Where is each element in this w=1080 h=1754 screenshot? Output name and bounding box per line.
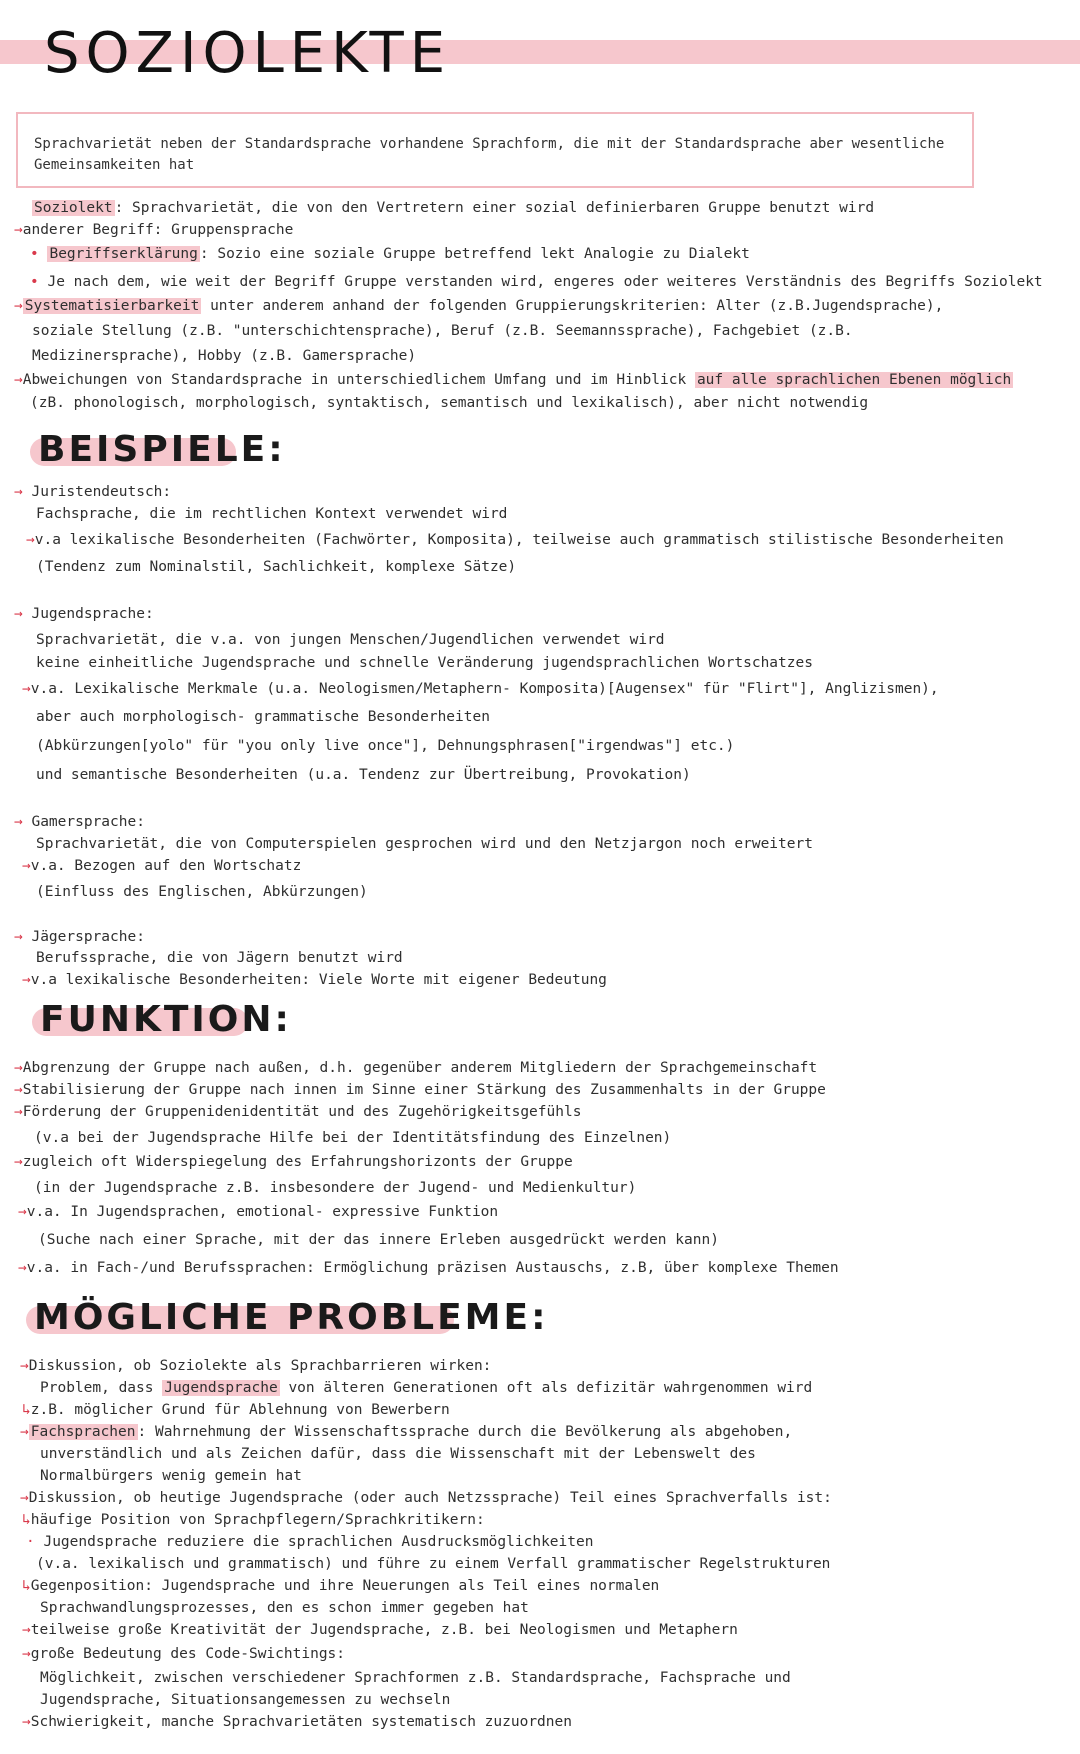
list-item-cont: Jugendsprache, Situationsangemessen zu wechseln — [40, 1692, 451, 1708]
arrow-icon: → — [14, 929, 32, 945]
list-item: →große Bedeutung des Code-Swichtings: — [22, 1646, 346, 1662]
arrow-icon: → — [14, 1082, 23, 1098]
list-item-cont: Normalbürgers wenig gemein hat — [40, 1468, 302, 1484]
arrow-icon: → — [14, 814, 32, 830]
page-title: SOZIOLEKTE — [44, 21, 452, 86]
highlighted-term: Systematisierbarkeit — [24, 298, 200, 314]
list-item-cont: (v.a bei der Jugendsprache Hilfe bei der Identitätsfindung des Einzelnen) — [34, 1130, 672, 1146]
soziolekt-definition: Soziolekt : Sprachvarietät, die von den Vertretern einer sozial definierbaren Gruppe benutzt wird — [34, 200, 875, 216]
example-line: Sprachvarietät, die von Computerspielen gesprochen wird und den Netzjargon noch erweitert — [36, 836, 813, 852]
example-line: (Einfluss des Englischen, Abkürzungen) — [36, 884, 368, 900]
arrow-icon: → — [14, 1154, 23, 1170]
highlighted-term: auf alle sprachlichen Ebenen möglich — [696, 372, 1012, 388]
arrow-icon: → — [22, 858, 31, 874]
list-item: →v.a. In Jugendsprachen, emotional- expressive Funktion — [18, 1204, 499, 1220]
bullet-icon: · — [26, 1534, 44, 1550]
title-area — [0, 22, 1080, 92]
list-item: ↳häufige Position von Sprachpflegern/Sprachkritikern: — [22, 1512, 485, 1528]
list-item: →Schwierigkeit, manche Sprachvarietäten systematisch zuzuordnen — [22, 1714, 572, 1730]
list-item: → Systematisierbarkeit unter anderem anhand der folgenden Gruppierungskriterien: Alter (z.B.Jugendsprache), — [14, 298, 944, 314]
section-heading-probleme: MÖGLICHE PROBLEME: — [34, 1296, 548, 1340]
list-item: · Jugendsprache reduziere die sprachlichen Ausdrucksmöglichkeiten — [26, 1534, 594, 1550]
example-line: →v.a. Bezogen auf den Wortschatz — [22, 858, 302, 874]
arrow-icon: → — [20, 1424, 29, 1440]
list-item-cont: (v.a. lexikalisch und grammatisch) und führe zu einem Verfall grammatischer Regelstrukturen — [36, 1556, 831, 1572]
arrow-icon: → — [26, 532, 35, 548]
hook-arrow-icon: ↳ — [22, 1578, 31, 1594]
list-item: →teilweise große Kreativität der Jugendsprache, z.B. bei Neologismen und Metaphern — [22, 1622, 738, 1638]
list-item: • Je nach dem, wie weit der Begriff Gruppe verstanden wird, engeres oder weiteres Verständnis des Begriffs Soziolekt — [30, 274, 1043, 290]
example-line: →v.a. Lexikalische Merkmale (u.a. Neologismen/Metaphern- Komposita)[Augensex" für "Flirt"], Anglizismen), — [22, 681, 939, 697]
arrow-icon: → — [14, 1104, 23, 1120]
list-item: ↳Gegenposition: Jugendsprache und ihre Neuerungen als Teil eines normalen — [22, 1578, 660, 1594]
highlighted-term: Jugendsprache — [164, 1380, 278, 1396]
example-line: Sprachvarietät, die v.a. von jungen Menschen/Jugendlichen verwendet wird — [36, 632, 665, 648]
arrow-icon: → — [18, 1204, 27, 1220]
example-title: → Jugendsprache: — [14, 606, 154, 622]
list-item: →anderer Begriff: Gruppensprache — [14, 222, 294, 238]
example-line: aber auch morphologisch- grammatische Besonderheiten — [36, 709, 490, 725]
bullet-icon: • — [30, 274, 48, 290]
arrow-icon: → — [22, 681, 31, 697]
arrow-icon: → — [22, 1714, 31, 1730]
list-item: • Begriffserklärung : Sozio eine soziale Gruppe betreffend lekt Analogie zu Dialekt — [30, 246, 750, 262]
arrow-icon: → — [14, 1060, 23, 1076]
arrow-icon: → — [20, 1490, 29, 1506]
arrow-icon: → — [14, 372, 23, 388]
list-item: ↳z.B. möglicher Grund für Ablehnung von Bewerbern — [22, 1402, 450, 1418]
list-item: →Förderung der Gruppenidenidentität und des Zugehörigkeitsgefühls — [14, 1104, 582, 1120]
arrow-icon: → — [14, 298, 23, 314]
highlighted-term: Begriffserklärung — [49, 246, 198, 262]
arrow-icon: → — [22, 972, 31, 988]
bullet-icon: • — [30, 246, 48, 262]
example-title: → Juristendeutsch: — [14, 484, 172, 500]
highlighted-term: Fachsprachen — [30, 1424, 136, 1440]
list-item: → Fachsprachen : Wahrnehmung der Wissenschaftssprache durch die Bevölkerung als abgehoben, — [20, 1424, 793, 1440]
hook-arrow-icon: ↳ — [22, 1402, 31, 1418]
arrow-icon: → — [14, 222, 23, 238]
section-heading-beispiele: BEISPIELE: — [38, 428, 286, 472]
example-line: (Tendenz zum Nominalstil, Sachlichkeit, komplexe Sätze) — [36, 559, 517, 575]
example-line: (Abkürzungen[yolo" für "you only live once"], Dehnungsphrasen["irgendwas"] etc.) — [36, 738, 735, 754]
highlighted-term: Soziolekt — [34, 200, 113, 216]
list-item: →Abgrenzung der Gruppe nach außen, d.h. gegenüber anderem Mitgliedern der Sprachgemeinschaft — [14, 1060, 818, 1076]
list-item-cont: Möglichkeit, zwischen verschiedener Sprachformen z.B. Standardsprache, Fachsprache und — [40, 1670, 791, 1686]
list-item-cont: Sprachwandlungsprozesses, den es schon immer gegeben hat — [40, 1600, 529, 1616]
arrow-icon: → — [14, 484, 32, 500]
list-item: →v.a. in Fach-/und Berufssprachen: Ermöglichung präzisen Austauschs, z.B, über komplexe Themen — [18, 1260, 839, 1276]
arrow-icon: → — [22, 1622, 31, 1638]
section-heading-funktion: FUNKTION: — [40, 998, 292, 1042]
list-item-cont: soziale Stellung (z.B. "unterschichtensprache), Beruf (z.B. Seemannssprache), Fachgebiet (z.B. — [32, 323, 853, 339]
arrow-icon: → — [20, 1358, 29, 1374]
example-title: → Gamersprache: — [14, 814, 145, 830]
list-item-cont: (Suche nach einer Sprache, mit der das innere Erleben ausgedrückt werden kann) — [38, 1232, 719, 1248]
example-line: Berufssprache, die von Jägern benutzt wird — [36, 950, 403, 966]
list-item-cont: (in der Jugendsprache z.B. insbesondere der Jugend- und Medienkultur) — [34, 1180, 637, 1196]
definition-line: Sprachvarietät neben der Standardsprache vorhandene Sprachform, die mit der Standardsprache aber wesentliche — [34, 136, 945, 152]
list-item: →Diskussion, ob heutige Jugendsprache (oder auch Netzssprache) Teil eines Sprachverfalls ist: — [20, 1490, 832, 1506]
list-item-cont: Problem, dass Jugendsprache von älteren Generationen oft als defizitär wahrgenommen wird — [40, 1380, 813, 1396]
list-item: →Stabilisierung der Gruppe nach innen im Sinne einer Stärkung des Zusammenhalts in der Gruppe — [14, 1082, 826, 1098]
list-item: →Diskussion, ob Soziolekte als Sprachbarrieren wirken: — [20, 1358, 492, 1374]
list-item: →Abweichungen von Standardsprache in unterschiedlichem Umfang und im Hinblick auf alle sprachlichen Ebenen möglich — [14, 372, 1012, 388]
arrow-icon: → — [22, 1646, 31, 1662]
list-item-cont: unverständlich und als Zeichen dafür, dass die Wissenschaft mit der Lebenswelt des — [40, 1446, 756, 1462]
arrow-icon: → — [18, 1260, 27, 1276]
arrow-icon: → — [14, 606, 32, 622]
example-line: →v.a lexikalische Besonderheiten: Viele Worte mit eigener Bedeutung — [22, 972, 607, 988]
example-line: →v.a lexikalische Besonderheiten (Fachwörter, Komposita), teilweise auch grammatisch stilistische Besonderheiten — [26, 532, 1004, 548]
definition-line: Gemeinsamkeiten hat — [34, 157, 195, 173]
definition-box — [16, 112, 974, 188]
hook-arrow-icon: ↳ — [22, 1512, 31, 1528]
example-line: keine einheitliche Jugendsprache und schnelle Veränderung jugendsprachlichen Wortschatzes — [36, 655, 813, 671]
list-item-cont: (zB. phonologisch, morphologisch, syntaktisch, semantisch und lexikalisch), aber nicht notwendig — [30, 395, 869, 411]
example-line: Fachsprache, die im rechtlichen Kontext verwendet wird — [36, 506, 508, 522]
example-title: → Jägersprache: — [14, 929, 145, 945]
list-item: →zugleich oft Widerspiegelung des Erfahrungshorizonts der Gruppe — [14, 1154, 573, 1170]
example-line: und semantische Besonderheiten (u.a. Tendenz zur Übertreibung, Provokation) — [36, 767, 691, 783]
list-item-cont: Medizinersprache), Hobby (z.B. Gamersprache) — [32, 348, 417, 364]
